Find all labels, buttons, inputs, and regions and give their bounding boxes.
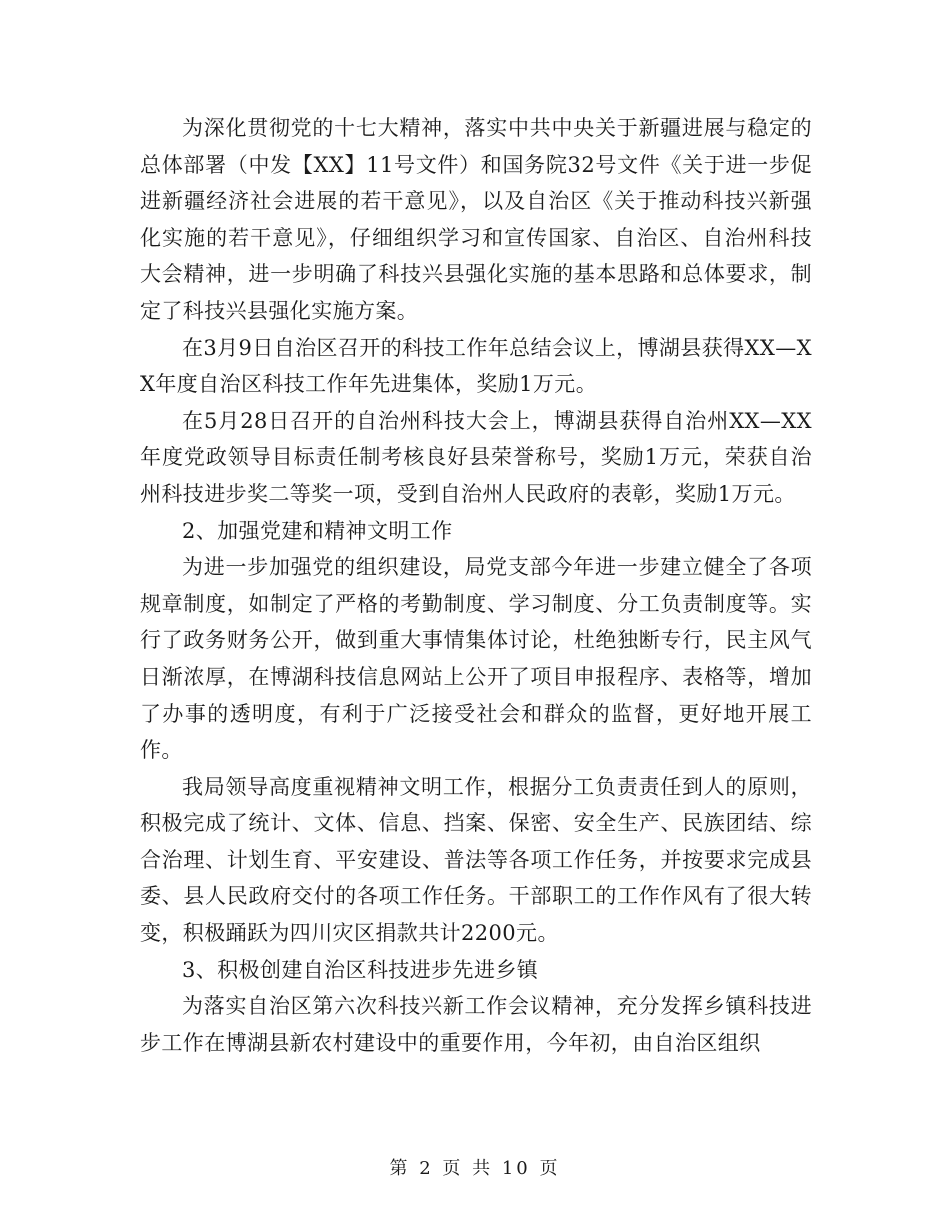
paragraph-civilization: 我局领导高度重视精神文明工作，根据分工负责责任到人的原则，积极完成了统计、文体、信息、挡案、保密、安全生产、民族团结、综合治理、计划生育、平安建设、普法等各项工作任务，并按要求完成县委、县人民政府交付的各项工作任务。干部职工的工作作风有了很大转变，积极踊跃为四川灾区捐款共计2200元。 (140, 774, 812, 946)
section-heading-party-building: 2、加强党建和精神文明工作 (182, 518, 453, 543)
document-body (140, 110, 812, 1061)
paragraph-intro: 为深化贯彻党的十七大精神，落实中共中央关于新疆进展与稳定的总体部署（中发【XX】11号文件）和国务院32号文件《关于进一步促进新疆经济社会进展的若干意见》，以及自治区《关于推动科技兴新强化实施的若干意见》，仔细组织学习和宣传国家、自治区、自治州科技大会精神，进一步明确了科技兴县强化实施的基本思路和总体要求，制定了科技兴县强化实施方案。 (140, 116, 812, 323)
paragraph-award-may: 在5月28日召开的自治州科技大会上，博湖县获得自治州XX—XX年度党政领导目标责任制考核良好县荣誉称号，奖励1万元，荣获自治州科技进步奖二等奖一项，受到自治州人民政府的表彰，奖励1万元。 (140, 408, 812, 506)
paragraph-party-building: 为进一步加强党的组织建设，局党支部今年进一步建立健全了各项规章制度，如制定了严格的考勤制度、学习制度、分工负责制度等。实行了政务财务公开，做到重大事情集体讨论，杜绝独断专行，民主风气日渐浓厚，在博湖科技信息网站上公开了项目申报程序、表格等，增加了办事的透明度，有利于广泛接受社会和群众的监督，更好地开展工作。 (140, 555, 812, 763)
section-heading-township: 3、积极创建自治区科技进步先进乡镇 (182, 957, 539, 982)
paragraph-township: 为落实自治区第六次科技兴新工作会议精神，充分发挥乡镇科技进步工作在博湖县新农村建设中的重要作用，今年初，由自治区组织 (140, 994, 812, 1055)
paragraph-award-march: 在3月9日自治区召开的科技工作年总结会议上，博湖县获得XX—XX年度自治区科技工作年先进集体，奖励1万元。 (140, 335, 812, 397)
page-number-footer: 第 2 页 共 10 页 (389, 1158, 561, 1179)
